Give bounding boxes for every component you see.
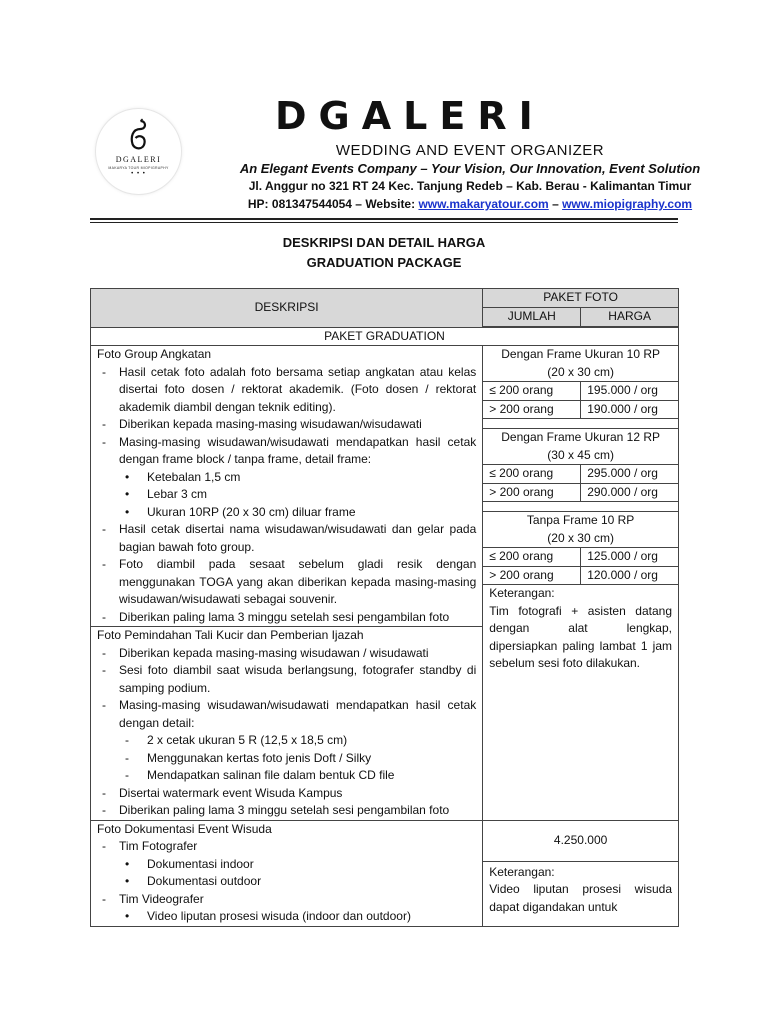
desc-dokumentasi	[91, 820, 483, 926]
list-item: - Tim Videografer • Video liputan prosesi wisuda (indoor dan outdoor)	[119, 891, 476, 926]
qty-cell: > 200 orang	[483, 400, 581, 419]
price-cell: 195.000 / org	[581, 382, 678, 401]
website-link-miopigraphy[interactable]: www.miopigraphy.com	[562, 197, 693, 211]
header-paket-foto: PAKET FOTO	[483, 289, 679, 308]
keterangan-group: Keterangan: Tim fotografi + asisten datang dengan alat lengkap, dipersiapkan paling lambat 1 jam sebelum sesi foto dilakukan.	[489, 586, 672, 670]
frame-12rp-title: Dengan Frame Ukuran 12 RP (30 x 45 cm)	[483, 429, 678, 465]
qty-cell: ≤ 200 orang	[483, 465, 581, 484]
list-item: - Disertai watermark event Wisuda Kampus	[119, 785, 476, 803]
price-cell: 190.000 / org	[581, 400, 678, 419]
list-item: - Masing-masing wisudawan/wisudawati mendapatkan hasil cetak dengan detail: - 2 x cetak ukuran 5 R (12,5 x 18,5 cm) - Menggunakan kertas foto jenis Doft / Silky - Mendapatkan salinan file dalam bentuk CD file	[119, 697, 476, 785]
header-jumlah: JUMLAH	[483, 308, 581, 326]
pricing-dokumentasi	[483, 820, 679, 926]
qty-cell: ≤ 200 orang	[483, 548, 581, 567]
foto-group-title: Foto Group Angkatan	[97, 347, 212, 361]
header-harga: HARGA	[581, 308, 678, 326]
dok-detail: • Dokumentasi outdoor	[147, 873, 476, 891]
qty-cell: > 200 orang	[483, 566, 581, 585]
print-detail: - Menggunakan kertas foto jenis Doft / Silky	[147, 750, 476, 768]
dok-detail: • Video liputan prosesi wisuda (indoor dan outdoor)	[147, 908, 476, 926]
tanpa-frame-title: Tanpa Frame 10 RP (20 x 30 cm)	[483, 512, 678, 548]
header-subcols	[483, 308, 679, 328]
price-cell: 290.000 / org	[581, 483, 678, 502]
section-paket-graduation: PAKET GRADUATION	[91, 327, 679, 346]
website-link-makaryatour[interactable]: www.makaryatour.com	[418, 197, 549, 211]
brand-name: DGALERI	[275, 94, 545, 138]
print-detail: - 2 x cetak ukuran 5 R (12,5 x 18,5 cm)	[147, 732, 476, 750]
list-item: - Diberikan kepada masing-masing wisudawan/wisudawati	[119, 416, 476, 434]
list-item: - Tim Fotografer • Dokumentasi indoor • Dokumentasi outdoor	[119, 838, 476, 891]
dokumentasi-title: Foto Dokumentasi Event Wisuda	[97, 821, 272, 836]
list-item: - Hasil cetak disertai nama wisudawan/wisudawati dan gelar pada bagian bawah foto group.	[119, 521, 476, 556]
list-item: - Sesi foto diambil saat wisuda berlangsung, fotografer standby di samping podium.	[119, 662, 476, 697]
print-detail: - Mendapatkan salinan file dalam bentuk CD file	[147, 767, 476, 785]
header-divider	[90, 218, 678, 220]
keterangan-dokumentasi: Keterangan: Video liputan prosesi wisuda dapat digandakan untuk	[489, 864, 672, 914]
company-contact	[180, 197, 760, 211]
qty-cell: > 200 orang	[483, 483, 581, 502]
company-logo	[95, 108, 182, 195]
spacer-row	[483, 502, 678, 512]
logo-dots: • • •	[131, 171, 146, 177]
list-item: - Diberikan paling lama 3 minggu setelah sesi pengambilan foto	[119, 609, 476, 627]
logo-subtitle: MAKARYA TOUR MIOPIGRAPHY	[108, 166, 169, 170]
qty-cell: ≤ 200 orang	[483, 382, 581, 401]
list-item: - Diberikan paling lama 3 minggu setelah sesi pengambilan foto	[119, 802, 476, 820]
frame-detail: • Ketebalan 1,5 cm	[147, 469, 476, 487]
desc-foto-group	[91, 346, 483, 627]
list-item: - Diberikan kepada masing-masing wisudawan / wisudawati	[119, 645, 476, 663]
company-subtitle: WEDDING AND EVENT ORGANIZER	[335, 142, 605, 159]
document-subtitle: GRADUATION PACKAGE	[306, 255, 462, 270]
contact-separator: –	[548, 197, 563, 211]
frame-10rp-title: Dengan Frame Ukuran 10 RP (20 x 30 cm)	[483, 346, 678, 382]
header-divider-thin	[90, 222, 678, 223]
dokumentasi-price: 4.250.000	[553, 832, 608, 847]
list-item: - Masing-masing wisudawan/wisudawati mendapatkan hasil cetak dengan frame block / tanpa frame, detail frame: • Ketebalan 1,5 cm • Lebar 3 cm • Ukuran 10RP (20 x 30 cm) diluar frame	[119, 434, 476, 522]
price-cell: 295.000 / org	[581, 465, 678, 484]
list-item: - Hasil cetak foto adalah foto bersama setiap angkatan atau kelas disertai foto dosen / rektorat akademik. (Foto dosen / rektorat akademik diambil dengan teknik editing).	[119, 364, 476, 417]
header-deskripsi: DESKRIPSI	[91, 289, 483, 328]
price-cell: 120.000 / org	[581, 566, 678, 585]
logo-name: DGALERI	[115, 155, 162, 164]
frame-detail: • Ukuran 10RP (20 x 30 cm) diluar frame	[147, 504, 476, 522]
frame-detail: • Lebar 3 cm	[147, 486, 476, 504]
dgaleri-logo-mark-icon	[96, 117, 181, 153]
pricing-foto-group	[483, 346, 679, 821]
contact-prefix: HP: 081347544054 – Website:	[247, 197, 419, 211]
list-item: - Foto diambil pada sesaat sebelum gladi resik dengan menggunakan TOGA yang akan diberikan kepada masing-masing wisudawan/wisudawati sebagai souvenir.	[119, 556, 476, 609]
spacer-row	[483, 419, 678, 429]
desc-tali-kucir	[91, 627, 483, 821]
dok-detail: • Dokumentasi indoor	[147, 856, 476, 874]
tali-kucir-title: Foto Pemindahan Tali Kucir dan Pemberian Ijazah	[97, 628, 364, 642]
price-cell: 125.000 / org	[581, 548, 678, 567]
company-tagline: An Elegant Events Company – Your Vision, Our Innovation, Event Solution	[239, 161, 701, 176]
company-address: Jl. Anggur no 321 RT 24 Kec. Tanjung Redeb – Kab. Berau - Kalimantan Timur	[248, 179, 692, 193]
document-title: DESKRIPSI DAN DETAIL HARGA	[282, 235, 486, 250]
pricing-table	[90, 288, 679, 927]
